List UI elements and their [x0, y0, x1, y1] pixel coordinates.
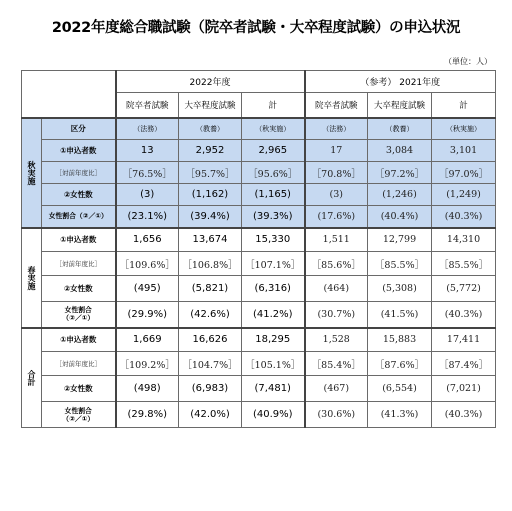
cell-women-ratio: (41.2%) — [242, 302, 305, 328]
cell-ratio: ［109.2%］ — [116, 352, 179, 376]
header-year-2021: （参考） 2021年度 — [305, 71, 496, 93]
cell-women-ratio: (39.3%) — [242, 206, 305, 228]
cell-applicants: 2,965 — [242, 140, 305, 162]
cell-women: (495) — [116, 276, 179, 302]
cell-women-ratio: (41.3%) — [368, 402, 432, 428]
group-label-total: 合計 — [22, 328, 42, 428]
cell-ratio: ［97.2%］ — [368, 162, 432, 184]
cell-women: (498) — [116, 376, 179, 402]
col-header: 計 — [242, 93, 305, 118]
cell-ratio: ［107.1%］ — [242, 252, 305, 276]
cell-ratio: ［70.8%］ — [305, 162, 368, 184]
col-header: 院卒者試験 — [116, 93, 179, 118]
row-label-women-ratio — [42, 302, 116, 328]
cell-women-ratio: (17.6%) — [305, 206, 368, 228]
cell-applicants: 15,883 — [368, 328, 432, 352]
women-ratio-label-line2: （②／①） — [62, 314, 95, 323]
row-label-women-ratio: 女性割合（②／①） — [42, 206, 116, 228]
row-label-applicants: ①申込者数 — [42, 328, 116, 352]
kubun-label: 区分 — [42, 118, 116, 140]
cell-women-ratio: (40.3%) — [432, 302, 496, 328]
cell-applicants: 1,669 — [116, 328, 179, 352]
cell-women: (467) — [305, 376, 368, 402]
row-label-ratio: ［対前年度比］ — [42, 162, 116, 184]
cell-applicants: 13,674 — [179, 228, 242, 252]
application-status-table — [21, 70, 496, 428]
cell-women: (1,162) — [179, 184, 242, 206]
cell-women: (7,021) — [432, 376, 496, 402]
unit-note: （単位：人） — [444, 57, 492, 66]
cell-women-ratio: (40.4%) — [368, 206, 432, 228]
cell-women: (464) — [305, 276, 368, 302]
cell-women: (1,249) — [432, 184, 496, 206]
row-label-women: ②女性数 — [42, 376, 116, 402]
header-blank — [22, 71, 116, 118]
cell-applicants: 3,084 — [368, 140, 432, 162]
cell-applicants: 2,952 — [179, 140, 242, 162]
cell-women: (5,772) — [432, 276, 496, 302]
sub-header: （法務） — [116, 118, 179, 140]
row-label-applicants: ①申込者数 — [42, 140, 116, 162]
cell-women: (7,481) — [242, 376, 305, 402]
cell-women-ratio: (29.9%) — [116, 302, 179, 328]
row-label-women: ②女性数 — [42, 184, 116, 206]
row-label-women-ratio — [42, 402, 116, 428]
cell-applicants: 16,626 — [179, 328, 242, 352]
cell-applicants: 17,411 — [432, 328, 496, 352]
cell-women-ratio: (30.7%) — [305, 302, 368, 328]
cell-women: (6,554) — [368, 376, 432, 402]
col-header: 大卒程度試験 — [179, 93, 242, 118]
cell-women: (1,246) — [368, 184, 432, 206]
sub-header: （教養） — [368, 118, 432, 140]
cell-ratio: ［95.6%］ — [242, 162, 305, 184]
cell-women-ratio: (40.3%) — [432, 206, 496, 228]
sub-header: （教養） — [179, 118, 242, 140]
women-ratio-label-line1: 女性割合 — [64, 406, 92, 415]
cell-ratio: ［85.5%］ — [368, 252, 432, 276]
cell-ratio: ［97.0%］ — [432, 162, 496, 184]
sub-header: （秋実施） — [242, 118, 305, 140]
cell-ratio: ［87.4%］ — [432, 352, 496, 376]
row-label-ratio: ［対前年度比］ — [42, 252, 116, 276]
cell-women-ratio: (41.5%) — [368, 302, 432, 328]
cell-ratio: ［106.8%］ — [179, 252, 242, 276]
cell-women: (5,308) — [368, 276, 432, 302]
cell-women-ratio: (29.8%) — [116, 402, 179, 428]
cell-women: (6,316) — [242, 276, 305, 302]
cell-ratio: ［95.7%］ — [179, 162, 242, 184]
cell-women: (3) — [116, 184, 179, 206]
cell-applicants: 17 — [305, 140, 368, 162]
row-label-women: ②女性数 — [42, 276, 116, 302]
cell-applicants: 15,330 — [242, 228, 305, 252]
cell-ratio: ［85.4%］ — [305, 352, 368, 376]
cell-applicants: 18,295 — [242, 328, 305, 352]
row-label-applicants: ①申込者数 — [42, 228, 116, 252]
sub-header: （法務） — [305, 118, 368, 140]
col-header: 院卒者試験 — [305, 93, 368, 118]
cell-applicants: 1,511 — [305, 228, 368, 252]
cell-applicants: 13 — [116, 140, 179, 162]
cell-ratio: ［105.1%］ — [242, 352, 305, 376]
cell-women: (6,983) — [179, 376, 242, 402]
cell-applicants: 12,799 — [368, 228, 432, 252]
cell-women-ratio: (42.6%) — [179, 302, 242, 328]
cell-women-ratio: (39.4%) — [179, 206, 242, 228]
cell-ratio: ［85.6%］ — [305, 252, 368, 276]
col-header: 計 — [432, 93, 496, 118]
cell-women-ratio: (40.3%) — [432, 402, 496, 428]
cell-women-ratio: (23.1%) — [116, 206, 179, 228]
cell-ratio: ［104.7%］ — [179, 352, 242, 376]
row-label-ratio: ［対前年度比］ — [42, 352, 116, 376]
cell-ratio: ［85.5%］ — [432, 252, 496, 276]
women-ratio-label-line2: （②／①） — [62, 414, 95, 423]
cell-women: (1,165) — [242, 184, 305, 206]
cell-women-ratio: (40.9%) — [242, 402, 305, 428]
cell-applicants: 1,528 — [305, 328, 368, 352]
cell-women: (3) — [305, 184, 368, 206]
header-year-2022: 2022年度 — [116, 71, 305, 93]
col-header: 大卒程度試験 — [368, 93, 432, 118]
cell-ratio: ［87.6%］ — [368, 352, 432, 376]
group-label-spring: 春実施 — [22, 228, 42, 328]
sub-header: （秋実施） — [432, 118, 496, 140]
cell-women: (5,821) — [179, 276, 242, 302]
cell-ratio: ［76.5%］ — [116, 162, 179, 184]
cell-applicants: 3,101 — [432, 140, 496, 162]
women-ratio-label-line1: 女性割合 — [64, 306, 92, 315]
cell-women-ratio: (42.0%) — [179, 402, 242, 428]
cell-applicants: 1,656 — [116, 228, 179, 252]
cell-women-ratio: (30.6%) — [305, 402, 368, 428]
cell-ratio: ［109.6%］ — [116, 252, 179, 276]
group-label-autumn: 秋実施 — [22, 118, 42, 228]
page-title: 2022年度総合職試験（院卒者試験・大卒程度試験）の申込状況 — [51, 20, 461, 36]
cell-applicants: 14,310 — [432, 228, 496, 252]
